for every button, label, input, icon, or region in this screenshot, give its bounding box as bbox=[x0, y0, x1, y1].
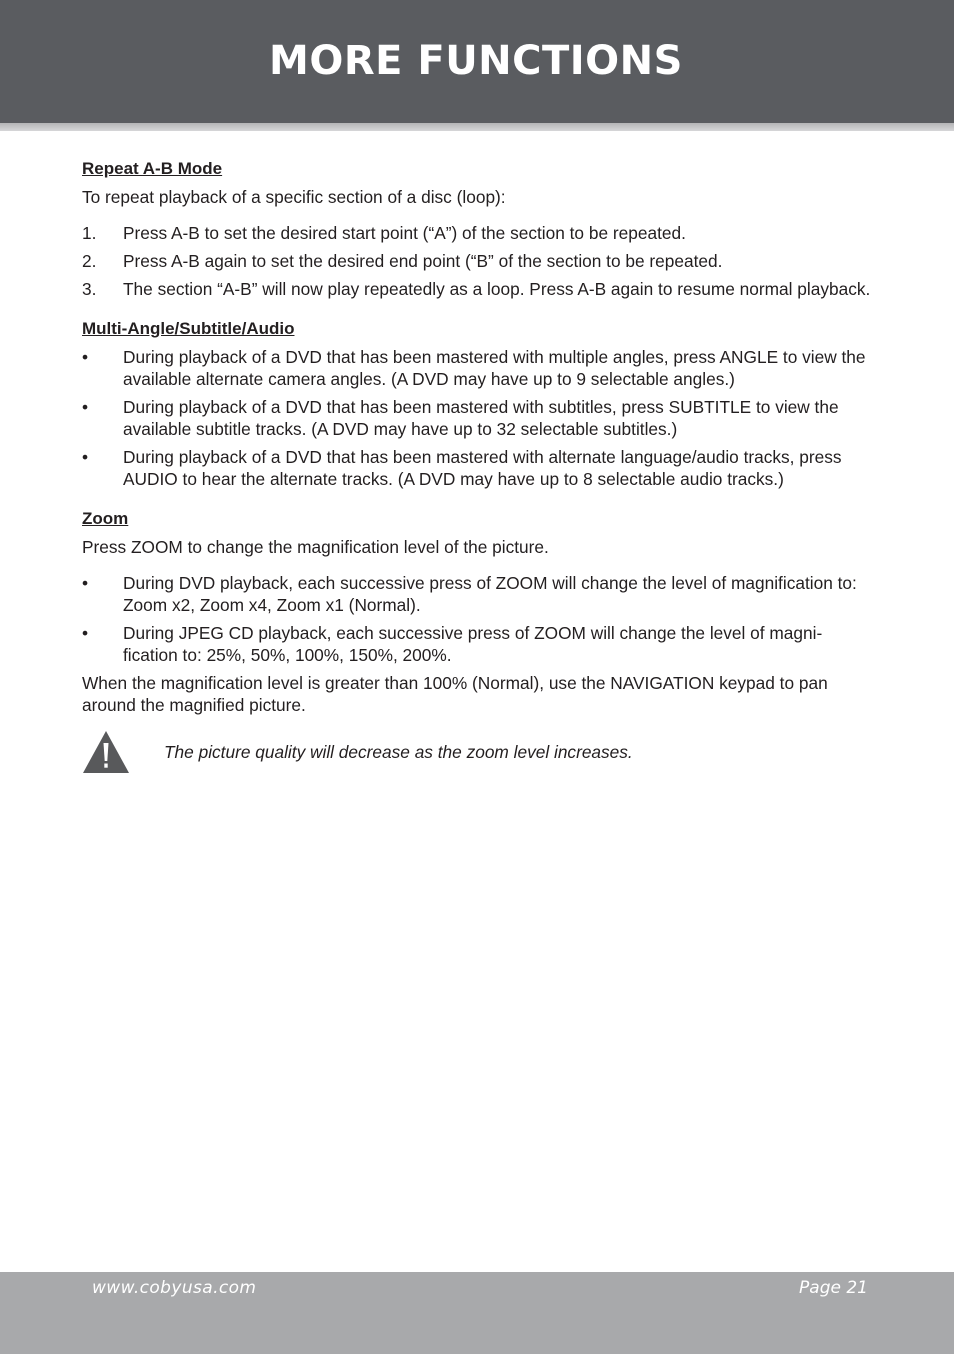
list-item bbox=[82, 572, 874, 616]
list-item bbox=[82, 222, 874, 244]
zoom-closing: When the magnification level is greater than 100% (Normal), use the NAVIGATION keypad to pan around the magnified picture. bbox=[82, 673, 828, 715]
section-heading-multi-angle: Multi-Angle/Subtitle/Audio bbox=[82, 319, 295, 338]
list-item-text: The section “A-B” will now play repeatedly as a loop. Press A-B again to resume normal playback. bbox=[123, 279, 871, 299]
warning-triangle-icon bbox=[82, 730, 130, 774]
list-marker: 3. bbox=[82, 279, 97, 299]
list-marker: • bbox=[82, 573, 89, 593]
list-item-text: During playback of a DVD that has been mastered with subtitles, press SUBTITLE to view the available subtitle tracks. (A DVD may have up to 32 selectable subtitles.) bbox=[123, 397, 839, 439]
list-marker: 2. bbox=[82, 251, 97, 271]
list-item bbox=[82, 250, 874, 272]
list-item bbox=[82, 396, 874, 440]
multi-angle-list bbox=[82, 346, 874, 490]
caution-note-text: The picture quality will decrease as the zoom level increases. bbox=[164, 742, 633, 762]
header-shadow bbox=[0, 123, 954, 131]
list-marker: • bbox=[82, 397, 89, 417]
page-number: Page 21 bbox=[799, 1278, 868, 1298]
list-marker: • bbox=[82, 347, 89, 367]
list-item-text: During playback of a DVD that has been mastered with multiple angles, press ANGLE to view the available alternate camera angles. (A DVD may have up to 9 selectable angles.) bbox=[123, 347, 866, 389]
list-item-text: Press A-B to set the desired start point (“A”) of the section to be repeated. bbox=[123, 223, 686, 243]
list-item bbox=[82, 446, 874, 490]
zoom-intro: Press ZOOM to change the magnification level of the picture. bbox=[82, 537, 549, 557]
list-marker: • bbox=[82, 623, 89, 643]
section-heading-repeat-ab: Repeat A-B Mode bbox=[82, 159, 223, 178]
list-item bbox=[82, 278, 874, 300]
caution-note bbox=[82, 730, 874, 778]
footer-url: www.cobyusa.com bbox=[92, 1278, 257, 1298]
list-item-text: During JPEG CD playback, each successive press of ZOOM will change the level of magni-fication to: 25%, 50%, 100%, 150%, 200%. bbox=[123, 623, 823, 665]
list-marker: • bbox=[82, 447, 89, 467]
list-item-text: Press A-B again to set the desired end point (“B” of the section to be repeated. bbox=[123, 251, 723, 271]
list-item-text: During playback of a DVD that has been mastered with alternate language/audio tracks, press AUDIO to hear the alternate tracks. (A DVD may have up to 8 selectable audio tracks.) bbox=[123, 447, 842, 489]
list-item bbox=[82, 622, 874, 666]
list-item bbox=[82, 346, 874, 390]
list-marker: 1. bbox=[82, 223, 97, 243]
zoom-list bbox=[82, 572, 874, 666]
repeat-intro: To repeat playback of a specific section of a disc (loop): bbox=[82, 187, 506, 207]
section-heading-zoom: Zoom bbox=[82, 509, 129, 528]
list-item-text: During DVD playback, each successive press of ZOOM will change the level of magnification to: Zoom x2, Zoom x4, Zoom x1 (Normal). bbox=[123, 573, 857, 615]
main-content bbox=[82, 158, 874, 778]
repeat-steps-list bbox=[82, 222, 874, 300]
page-title: MORE FUNCTIONS bbox=[269, 38, 683, 84]
